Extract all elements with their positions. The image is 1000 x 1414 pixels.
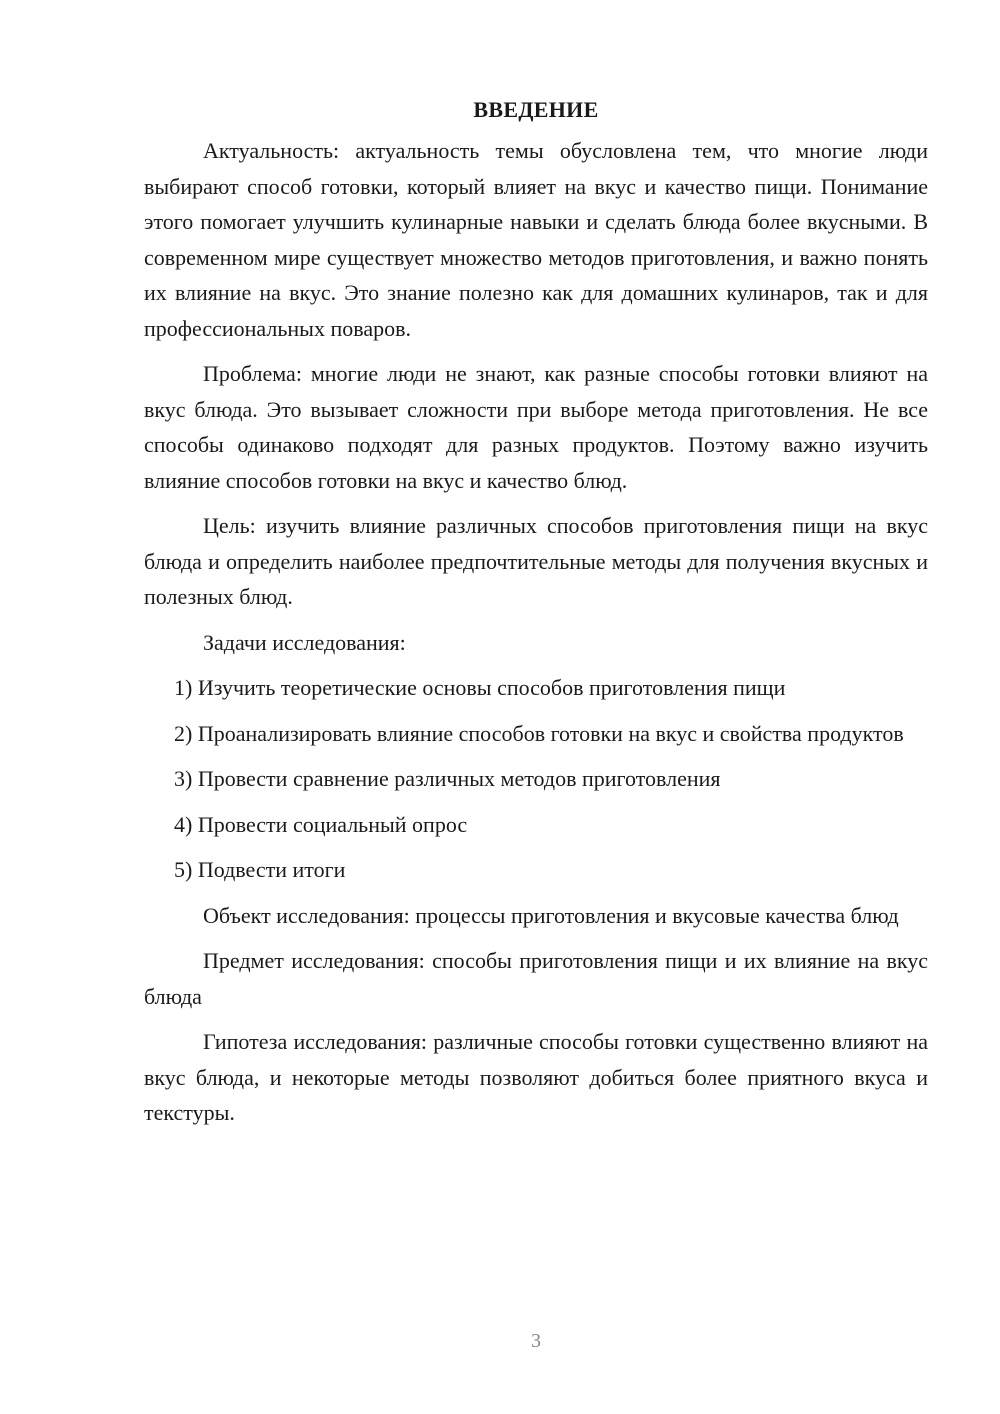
task-item: 3) Провести сравнение различных методов приготовления	[174, 766, 721, 791]
subject-paragraph: Предмет исследования: способы приготовления пищи и их влияние на вкус блюда	[144, 948, 928, 1009]
object-paragraph: Объект исследования: процессы приготовления и вкусовые качества блюд	[203, 902, 899, 928]
problem-paragraph: Проблема: многие люди не знают, как разные способы готовки влияют на вкус блюда. Это вызывает сложности при выборе метода приготовления. Не все способы одинаково подходят для разных продуктов. Поэтому важно изучить влияние способов готовки на вкус и качество блюд.	[144, 361, 928, 493]
page-title: ВВЕДЕНИЕ	[473, 97, 599, 122]
relevance-paragraph: Актуальность: актуальность темы обусловлена тем, что многие люди выбирают способ готовки, который влияет на вкус и качество пищи. Понимание этого помогает улучшить кулинарные навыки и сделать блюда более вкусными. В современном мире существует множество методов приготовления, и важно понять их влияние на вкус. Это знание полезно как для домашних кулинаров, так и для профессиональных поваров.	[144, 138, 928, 341]
task-item: 4) Провести социальный опрос	[174, 811, 468, 837]
page-number: 3	[531, 1330, 541, 1352]
task-item: 5) Подвести итоги	[174, 857, 346, 882]
tasks-heading: Задачи исследования:	[203, 629, 406, 655]
task-item: 2) Проанализировать влияние способов готовки на вкус и свойства продуктов	[174, 720, 904, 746]
document-page	[144, 92, 928, 1141]
task-item: 1) Изучить теоретические основы способов приготовления пищи	[174, 675, 786, 700]
goal-paragraph: Цель: изучить влияние различных способов приготовления пищи на вкус блюда и определить наиболее предпочтительные методы для получения вкусных и полезных блюд.	[144, 513, 928, 609]
hypothesis-paragraph: Гипотеза исследования: различные способы готовки существенно влияют на вкус блюда, и некоторые методы позволяют добиться более приятного вкуса и текстуры.	[144, 1029, 928, 1125]
